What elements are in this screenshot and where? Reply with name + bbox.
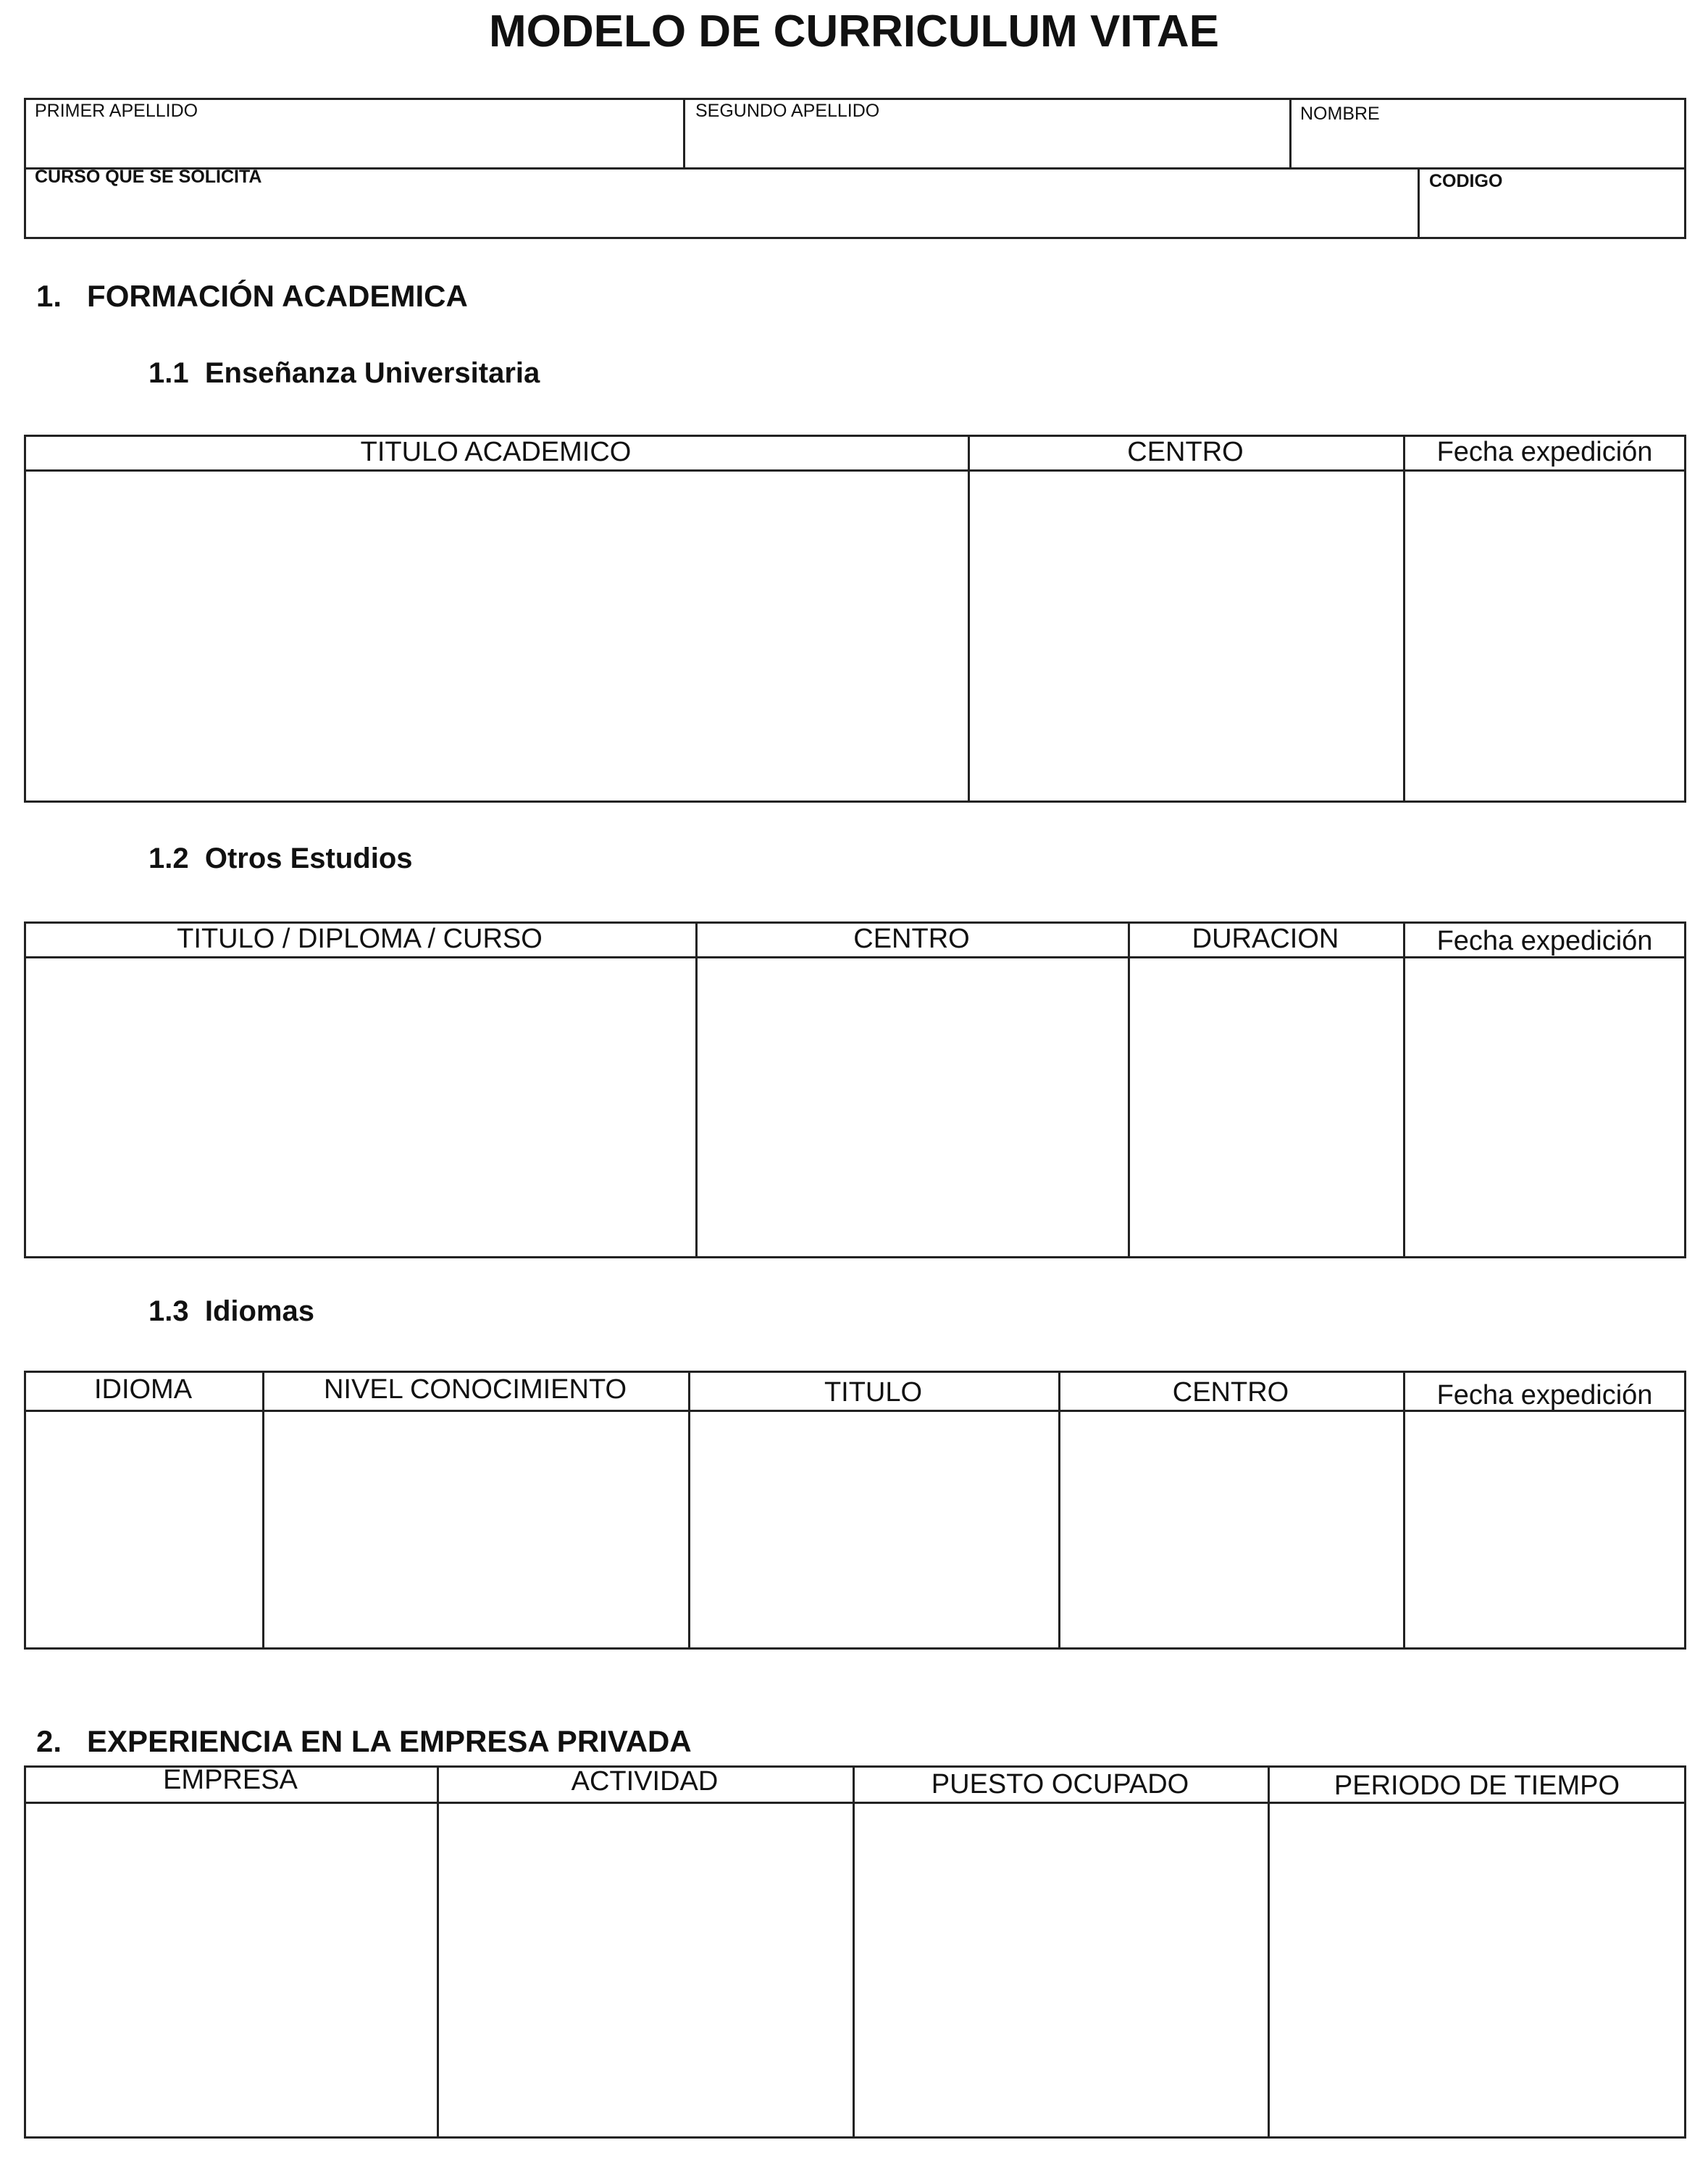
codigo-label: CODIGO xyxy=(1429,171,1503,191)
column-header-centro: CENTRO xyxy=(853,924,970,954)
primer-apellido-label: PRIMER APELLIDO xyxy=(35,101,198,121)
column-header-titulo-academico: TITULO ACADEMICO xyxy=(360,437,632,467)
nombre-label: NOMBRE xyxy=(1300,104,1380,124)
curso-label: CURSO QUE SE SOLICITA xyxy=(35,167,262,187)
column-header-duracion: DURACION xyxy=(1192,924,1339,954)
empresa-field[interactable] xyxy=(26,1804,435,2136)
column-header-nivel-conocimiento: NIVEL CONOCIMIENTO xyxy=(323,1374,627,1405)
column-header-titulo: TITULO xyxy=(824,1377,923,1408)
fecha-expedicion-field[interactable] xyxy=(1405,472,1684,801)
codigo-field[interactable] xyxy=(1420,193,1684,237)
periodo-de-tiempo-field[interactable] xyxy=(1270,1804,1684,2136)
column-header-titulo-diploma-curso: TITULO / DIPLOMA / CURSO xyxy=(177,924,543,954)
column-header-puesto-ocupado: PUESTO OCUPADO xyxy=(931,1769,1189,1800)
column-header-idioma: IDIOMA xyxy=(93,1374,193,1405)
duracion-field[interactable] xyxy=(1130,958,1402,1256)
column-header-periodo-de-tiempo: PERIODO DE TIEMPO xyxy=(1334,1771,1620,1801)
column-header-centro: CENTRO xyxy=(1127,437,1244,467)
centro-field[interactable] xyxy=(698,958,1126,1256)
subsection-1-3-heading: 1.3 Idiomas xyxy=(148,1295,314,1327)
idioma-field[interactable] xyxy=(26,1412,261,1647)
column-header-actividad: ACTIVIDAD xyxy=(571,1766,719,1797)
fecha-expedicion-field[interactable] xyxy=(1405,1412,1684,1647)
header-divider xyxy=(24,167,1686,170)
section-2-heading: 2. EXPERIENCIA EN LA EMPRESA PRIVADA xyxy=(36,1724,692,1758)
nombre-field[interactable] xyxy=(1292,125,1684,165)
column-header-fecha-expedicion: Fecha expedición xyxy=(1436,437,1653,467)
actividad-field[interactable] xyxy=(439,1804,851,2136)
centro-field[interactable] xyxy=(970,472,1402,801)
primer-apellido-field[interactable] xyxy=(26,122,682,165)
centro-field[interactable] xyxy=(1060,1412,1402,1647)
subsection-1-2-heading: 1.2 Otros Estudios xyxy=(148,843,413,874)
titulo-academico-field[interactable] xyxy=(26,472,966,801)
titulo-diploma-curso-field[interactable] xyxy=(26,958,694,1256)
curso-field[interactable] xyxy=(26,190,1416,237)
puesto-ocupado-field[interactable] xyxy=(855,1804,1266,2136)
section-1-heading: 1. FORMACIÓN ACADEMICA xyxy=(36,279,468,313)
subsection-1-1-heading: 1.1 Enseñanza Universitaria xyxy=(148,357,540,389)
nivel-conocimiento-field[interactable] xyxy=(264,1412,687,1647)
segundo-apellido-label: SEGUNDO APELLIDO xyxy=(695,101,880,121)
titulo-field[interactable] xyxy=(690,1412,1057,1647)
column-header-empresa: EMPRESA xyxy=(163,1765,298,1795)
page-title: MODELO DE CURRICULUM VITAE xyxy=(488,7,1220,57)
column-header-fecha-expedicion: Fecha expedición xyxy=(1436,1380,1653,1410)
column-header-centro: CENTRO xyxy=(1172,1377,1289,1408)
column-header-fecha-expedicion: Fecha expedición xyxy=(1436,926,1653,956)
segundo-apellido-field[interactable] xyxy=(685,122,1288,165)
fecha-expedicion-field[interactable] xyxy=(1405,958,1684,1256)
